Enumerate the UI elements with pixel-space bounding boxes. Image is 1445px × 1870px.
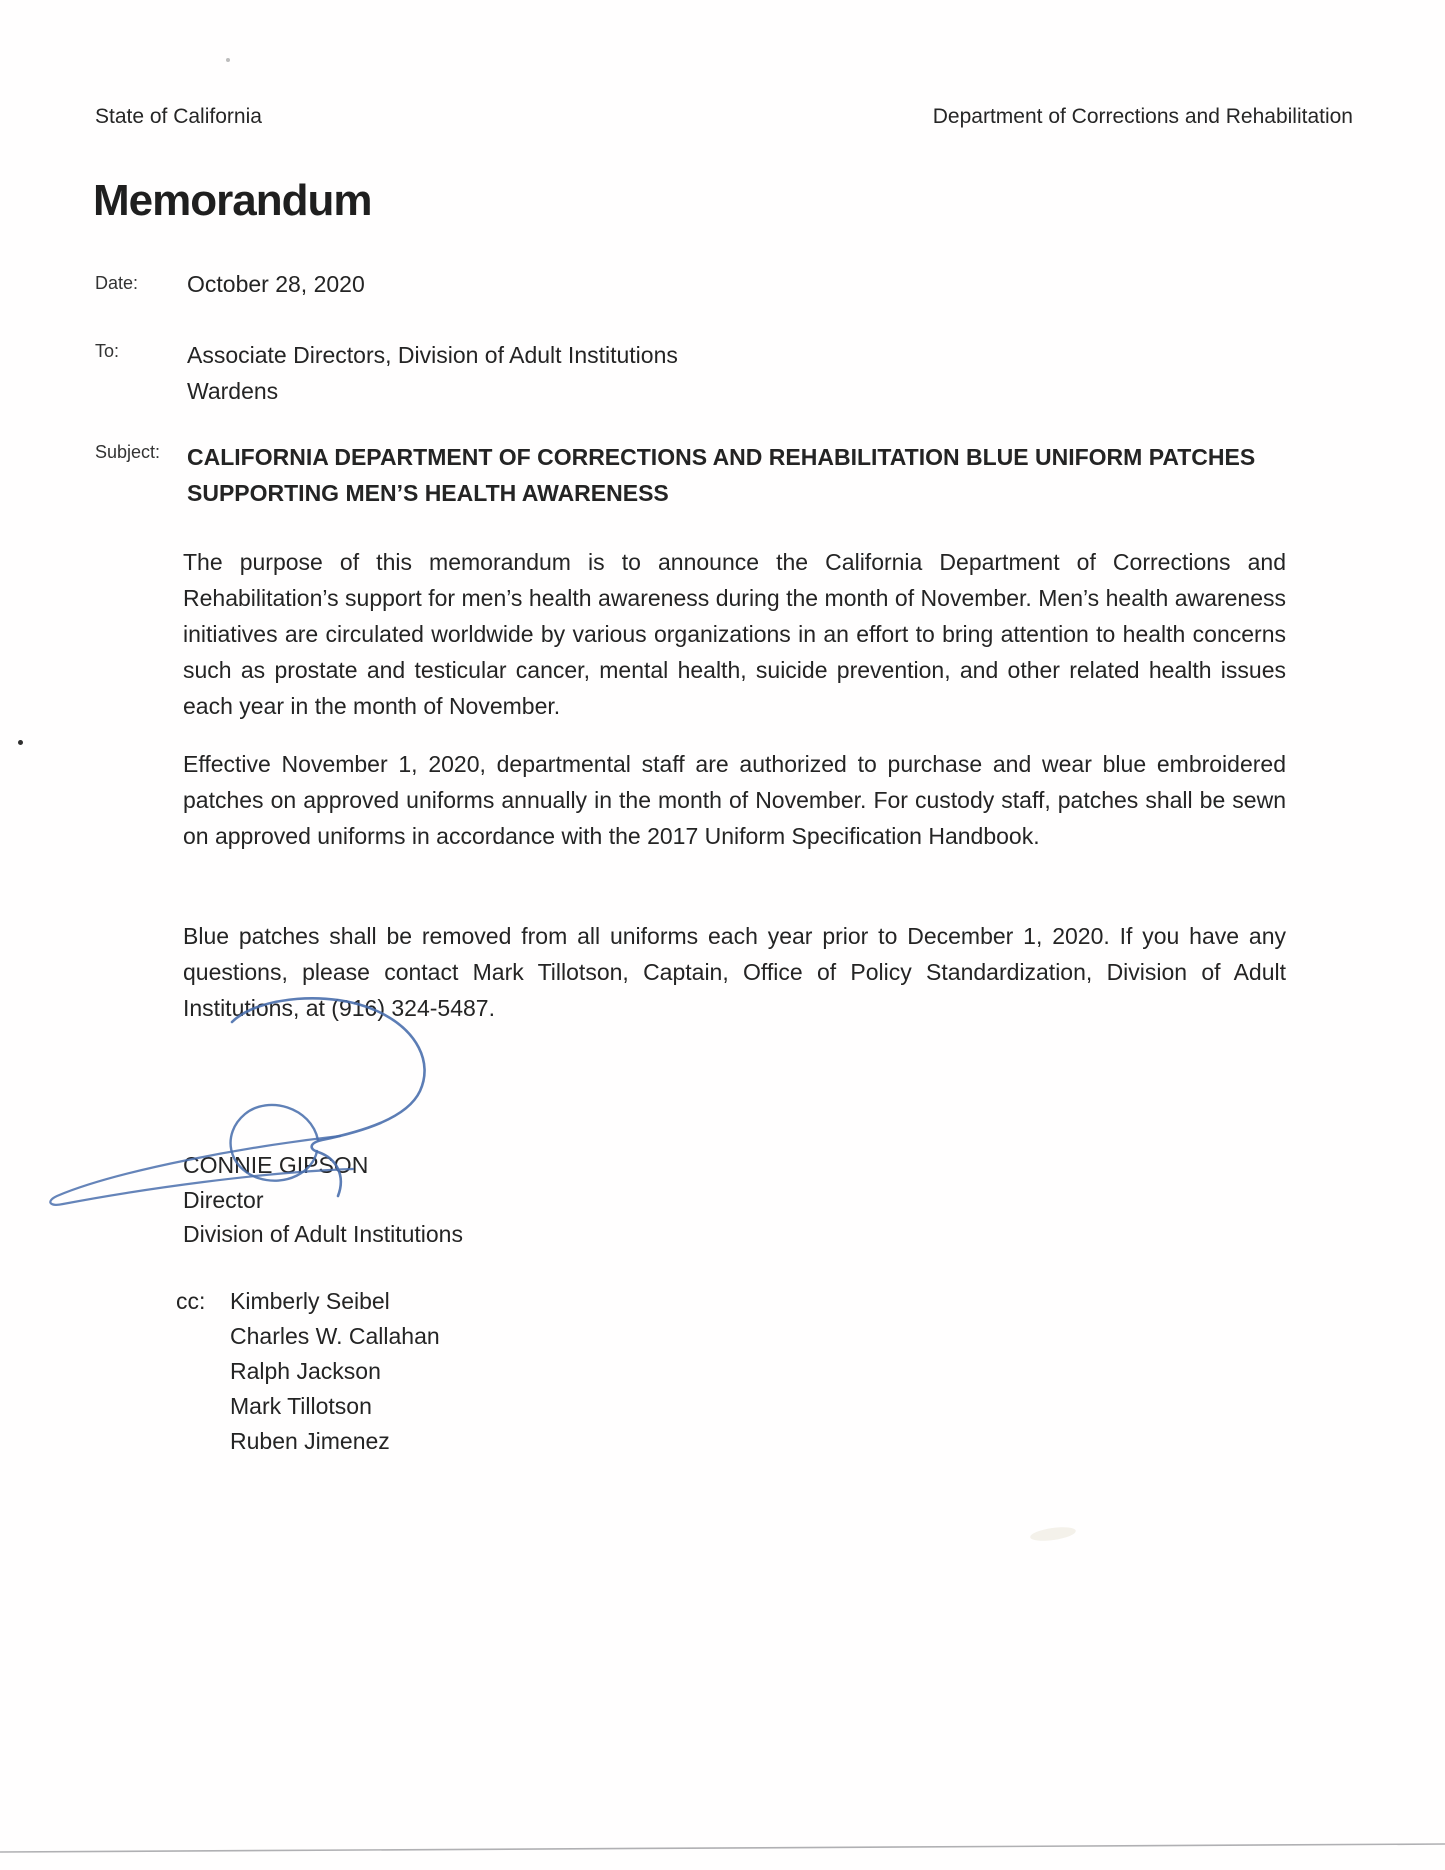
memo-title: Memorandum (93, 176, 372, 225)
scan-speck (18, 740, 23, 745)
date-label: Date: (95, 273, 139, 293)
subject-value: CALIFORNIA DEPARTMENT OF CORRECTIONS AND REHABILITATION BLUE UNIFORM PATCHES SUPPORTING MEN’S HEALTH AWARENESS (187, 444, 1256, 506)
signature-name: CONNIE GIPSON (183, 1152, 369, 1178)
date-value: October 28, 2020 (187, 271, 365, 297)
cc-name: Mark Tillotson (230, 1393, 372, 1419)
signature-title: Director (183, 1187, 264, 1213)
to-line: Associate Directors, Division of Adult Institutions (187, 342, 678, 368)
header-agency-right: Department of Corrections and Rehabilitation (932, 105, 1353, 128)
cc-name: Charles W. Callahan (230, 1323, 440, 1349)
body-paragraph: Effective November 1, 2020, departmental staff are authorized to purchase and wear blue embroidered patches on approved uniforms annually in the month of November. For custody staff, patches shall be sewn on approved uniforms in accordance with the 2017 Uniform Specification Handbook. (183, 751, 1286, 849)
cc-label: cc: (176, 1288, 206, 1314)
body-paragraph: The purpose of this memorandum is to announce the California Department of Corrections and Rehabilitation’s support for men’s health awareness during the month of November. Men’s health awareness initiatives are circulated worldwide by various organizations in an effort to bring attention to health concerns such as prostate and testicular cancer, mental health, suicide prevention, and other related health issues each year in the month of November. (183, 549, 1286, 719)
signature-division: Division of Adult Institutions (183, 1221, 463, 1247)
scan-speck (226, 58, 230, 62)
to-line: Wardens (187, 378, 279, 404)
body-paragraph: Blue patches shall be removed from all uniforms each year prior to December 1, 2020. If you have any questions, please contact Mark Tillotson, Captain, Office of Policy Standardization, Division of Adult Institutions, at (916) 324-5487. (183, 923, 1286, 1021)
scan-bottom-line (0, 1836, 1445, 1858)
cc-name: Ruben Jimenez (230, 1428, 390, 1454)
scan-smudge (1029, 1525, 1076, 1543)
to-label: To: (95, 341, 120, 361)
header-agency-left: State of California (95, 105, 262, 128)
cc-name: Kimberly Seibel (230, 1288, 390, 1314)
subject-label: Subject: (95, 442, 161, 462)
cc-name: Ralph Jackson (230, 1358, 381, 1384)
